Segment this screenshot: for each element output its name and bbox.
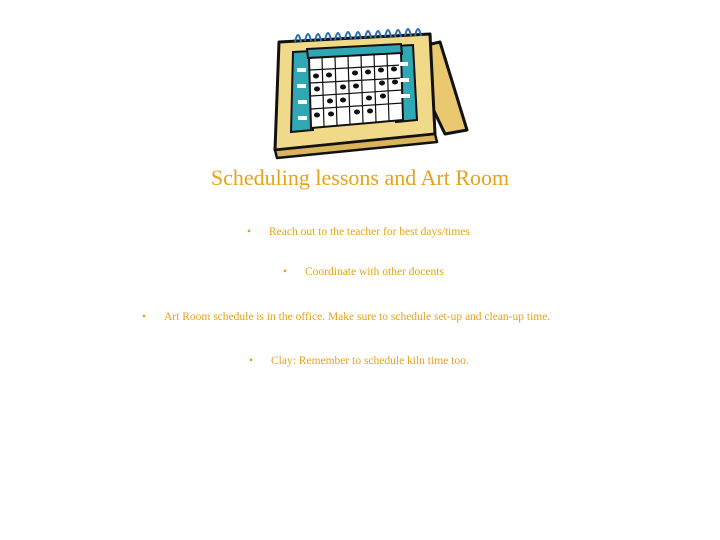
bullet-item-4 [249,355,469,367]
bullet-dot: • [142,311,147,323]
slide-title: Scheduling lessons and Art Room [210,165,510,190]
bullet-text: Art Room schedule is in the office. Make sure to schedule set-up and clean-up time. [164,311,551,323]
bullet-text: Clay: Remember to schedule kiln time too. [271,355,469,367]
bullet-item-1 [247,226,470,238]
bullet-dot: • [249,355,254,367]
desk-calendar-icon [255,12,470,162]
bullet-text: Reach out to the teacher for best days/times [269,226,470,238]
bullet-dot: • [247,226,252,238]
bullet-dot: • [283,266,288,278]
bullet-text: Coordinate with other docents [305,266,444,278]
bullet-item-2 [283,266,444,278]
bullet-item-3 [142,311,550,323]
